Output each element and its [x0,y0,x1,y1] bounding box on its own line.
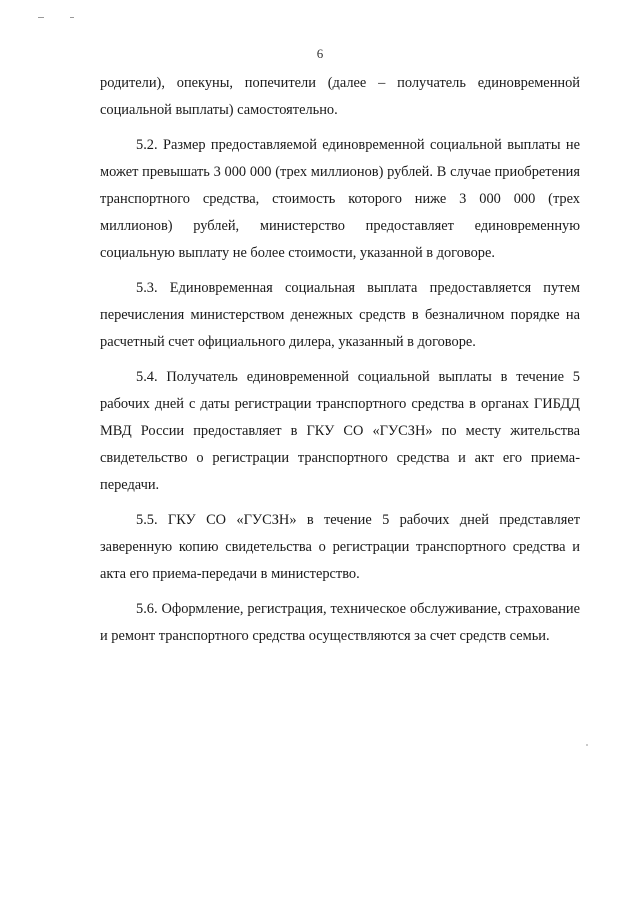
scan-artifact [38,17,44,18]
page-number: 6 [316,46,324,61]
document-body [100,70,580,658]
paragraph-5-5: 5.5. ГКУ СО «ГУСЗН» в течение 5 рабочих дней представляет заверенную копию свидетельства о регистрации транспортного средства и акта его приема-передачи в министерство. [100,512,580,582]
scan-artifact [70,17,74,18]
paragraph-continuation: родители), опекуны, попечители (далее – получатель единовременной социальной выплаты) самостоятельно. [100,75,580,118]
scan-artifact [586,744,588,746]
paragraph-5-2: 5.2. Размер предоставляемой единовременной социальной выплаты не может превышать 3 000 000 (трех миллионов) рублей. В случае приобретения транспортного средства, стоимость которого ниже 3 000 000 (трех миллионов) рублей, министерство предоставляет единовременную социальную выплату не более стоимости, указанной в договоре. [100,137,580,261]
paragraph-5-6: 5.6. Оформление, регистрация, техническое обслуживание, страхование и ремонт транспортного средства осуществляются за счет средств семьи. [100,601,580,644]
paragraph-5-4: 5.4. Получатель единовременной социальной выплаты в течение 5 рабочих дней с даты регистрации транспортного средства в органах ГИБДД МВД России предоставляет в ГКУ СО «ГУСЗН» по месту жительства свидетельство о регистрации транспортного средства и акт его приема-передачи. [100,369,580,493]
paragraph-5-3: 5.3. Единовременная социальная выплата предоставляется путем перечисления министерством денежных средств в безналичном порядке на расчетный счет официального дилера, указанный в договоре. [100,280,580,350]
